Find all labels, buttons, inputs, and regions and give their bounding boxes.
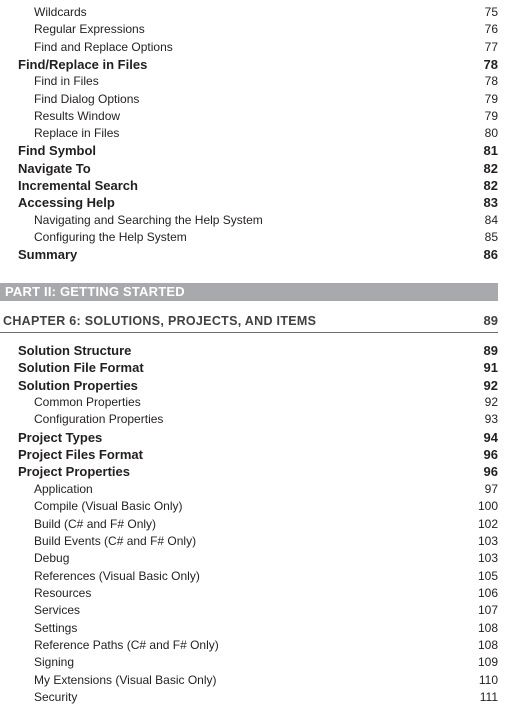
toc-entry-title: Settings [34, 620, 78, 635]
toc-subsection-entry [0, 411, 498, 428]
toc-entry-title: Find Symbol [18, 143, 96, 159]
toc-subsection-entry [0, 125, 498, 142]
toc-entry-title: Wildcards [34, 5, 87, 19]
toc-entry-page-number: 110 [478, 672, 498, 687]
toc-section-entry [0, 142, 498, 159]
chapter-title: CHAPTER 6: SOLUTIONS, PROJECTS, AND ITEMS [3, 314, 317, 328]
toc-section-entry [0, 160, 498, 177]
toc-entry-title: Reference Paths (C# and F# Only) [34, 637, 219, 652]
toc-subsection-entry [0, 533, 498, 550]
toc-entry-page-number: 93 [484, 412, 498, 427]
toc-entry-title: Find and Replace Options [34, 39, 173, 54]
toc-entry-title: Find in Files [34, 74, 99, 89]
toc-entry-page-number: 107 [477, 603, 498, 618]
toc-entry-title: Accessing Help [18, 195, 115, 211]
toc-subsection-entry [0, 394, 498, 411]
toc-section-entry [0, 177, 498, 194]
toc-subsection-entry [0, 672, 498, 689]
toc-subsection-entry [0, 516, 498, 533]
toc-entry-title: Solution Structure [18, 343, 132, 358]
toc-entry-title: Results Window [34, 108, 121, 123]
toc-section-entry [0, 463, 498, 480]
toc-entry-page-number: 111 [479, 690, 498, 704]
toc-entry-title: Compile (Visual Basic Only) [34, 499, 183, 514]
toc-subsection-entry [0, 481, 498, 498]
toc-entry-title: Find Dialog Options [34, 91, 140, 106]
toc-subsection-entry [0, 498, 498, 515]
toc-section-entry [0, 56, 498, 73]
toc-entry-title: Debug [34, 551, 70, 566]
toc-subsection-entry [0, 73, 498, 90]
toc-entry-title: Project Properties [18, 464, 130, 480]
toc-subsection-entry [0, 637, 498, 654]
toc-entry-page-number: 96 [483, 447, 498, 463]
toc-entry-page-number: 85 [484, 229, 498, 244]
toc-section-entry [0, 377, 498, 394]
chapter-page-number: 89 [483, 313, 498, 328]
toc-entry-page-number: 84 [484, 212, 498, 227]
toc-entry-title: Solution File Format [18, 360, 144, 376]
toc-entry-page-number: 78 [484, 74, 498, 89]
toc-entry-page-number: 103 [477, 551, 498, 566]
toc-entry-page-number: 76 [484, 22, 498, 37]
toc-subsection-entry [0, 602, 498, 619]
toc-entry-page-number: 109 [477, 655, 498, 670]
toc-section-entry [0, 359, 498, 376]
toc-subsection-entry [0, 229, 498, 246]
toc-entry-title: Common Properties [34, 395, 141, 410]
toc-subsection-entry [0, 568, 498, 585]
toc-section-entry [0, 246, 498, 263]
toc-entry-page-number: 77 [484, 39, 498, 54]
toc-entry-page-number: 82 [483, 160, 498, 176]
toc-subsection-entry [0, 585, 498, 602]
toc-section-entry [0, 446, 498, 463]
toc-entry-page-number: 108 [477, 620, 498, 635]
toc-subsection-entry [0, 212, 498, 229]
toc-entry-title: Build (C# and F# Only) [34, 516, 157, 531]
toc-entry-title: Security [34, 690, 78, 704]
toc-entry-title: My Extensions (Visual Basic Only) [34, 672, 217, 687]
toc-entry-title: Navigating and Searching the Help System [34, 212, 263, 227]
toc-entry-page-number: 79 [484, 108, 498, 123]
toc-subsection-entry [0, 4, 498, 21]
toc-section-entry [0, 194, 498, 211]
toc-entry-page-number: 91 [483, 360, 498, 376]
toc-entry-page-number: 75 [484, 5, 498, 19]
toc-entry-title: Configuration Properties [34, 412, 164, 427]
toc-entry-page-number: 82 [483, 178, 498, 193]
toc-entry-page-number: 100 [477, 499, 498, 514]
toc-entry-title: Navigate To [18, 160, 91, 176]
toc-subsection-entry [0, 39, 498, 56]
toc-entry-title: Configuring the Help System [34, 229, 187, 244]
toc-entry-title: Build Events (C# and F# Only) [34, 533, 197, 548]
toc-subsection-entry [0, 108, 498, 125]
toc-entry-page-number: 97 [484, 481, 498, 496]
toc-subsection-entry [0, 91, 498, 108]
toc-entry-title: Replace in Files [34, 126, 120, 141]
toc-subsection-entry [0, 550, 498, 567]
toc-entry-title: Services [34, 603, 81, 618]
toc-entry-page-number: 94 [483, 429, 498, 445]
toc-entry-page-number: 86 [483, 247, 498, 263]
chapter-heading [0, 312, 498, 333]
toc-entry-title: Regular Expressions [34, 22, 145, 37]
toc-entry-title: Find/Replace in Files [18, 56, 148, 72]
toc-entry-page-number: 78 [483, 56, 498, 72]
toc-entry-title: Incremental Search [18, 178, 138, 193]
toc-entry-page-number: 102 [477, 516, 498, 531]
toc-entry-title: Project Types [18, 429, 103, 445]
toc-subsection-entry [0, 620, 498, 637]
toc-entry-title: Application [34, 481, 93, 496]
toc-entry-page-number: 105 [477, 568, 498, 583]
part-heading [0, 283, 498, 301]
toc-entry-page-number: 106 [477, 585, 498, 600]
toc-entry-title: Signing [34, 655, 75, 670]
toc-entry-title: Project Files Format [18, 447, 143, 463]
toc-entry-page-number: 108 [477, 637, 498, 652]
toc-section-entry [0, 429, 498, 446]
toc-entry-page-number: 81 [483, 143, 498, 159]
toc-entry-title: Summary [18, 247, 78, 263]
toc-entry-page-number: 92 [483, 377, 498, 393]
toc-entry-page-number: 79 [484, 91, 498, 106]
toc-entry-page-number: 103 [477, 533, 498, 548]
toc-entry-page-number: 80 [484, 126, 498, 141]
toc-subsection-entry [0, 654, 498, 671]
toc-entry-page-number: 83 [483, 195, 498, 211]
toc-section-entry [0, 342, 498, 359]
toc-entry-title: Resources [34, 585, 92, 600]
toc-subsection-entry [0, 21, 498, 38]
toc-entry-title: Solution Properties [18, 377, 138, 393]
toc-entry-page-number: 96 [483, 464, 498, 480]
part-title: PART II: GETTING STARTED [5, 284, 185, 299]
toc-entry-page-number: 92 [484, 395, 498, 410]
toc-entry-title: References (Visual Basic Only) [34, 568, 200, 583]
toc-entry-page-number: 89 [483, 343, 498, 358]
toc-subsection-entry [0, 689, 498, 706]
